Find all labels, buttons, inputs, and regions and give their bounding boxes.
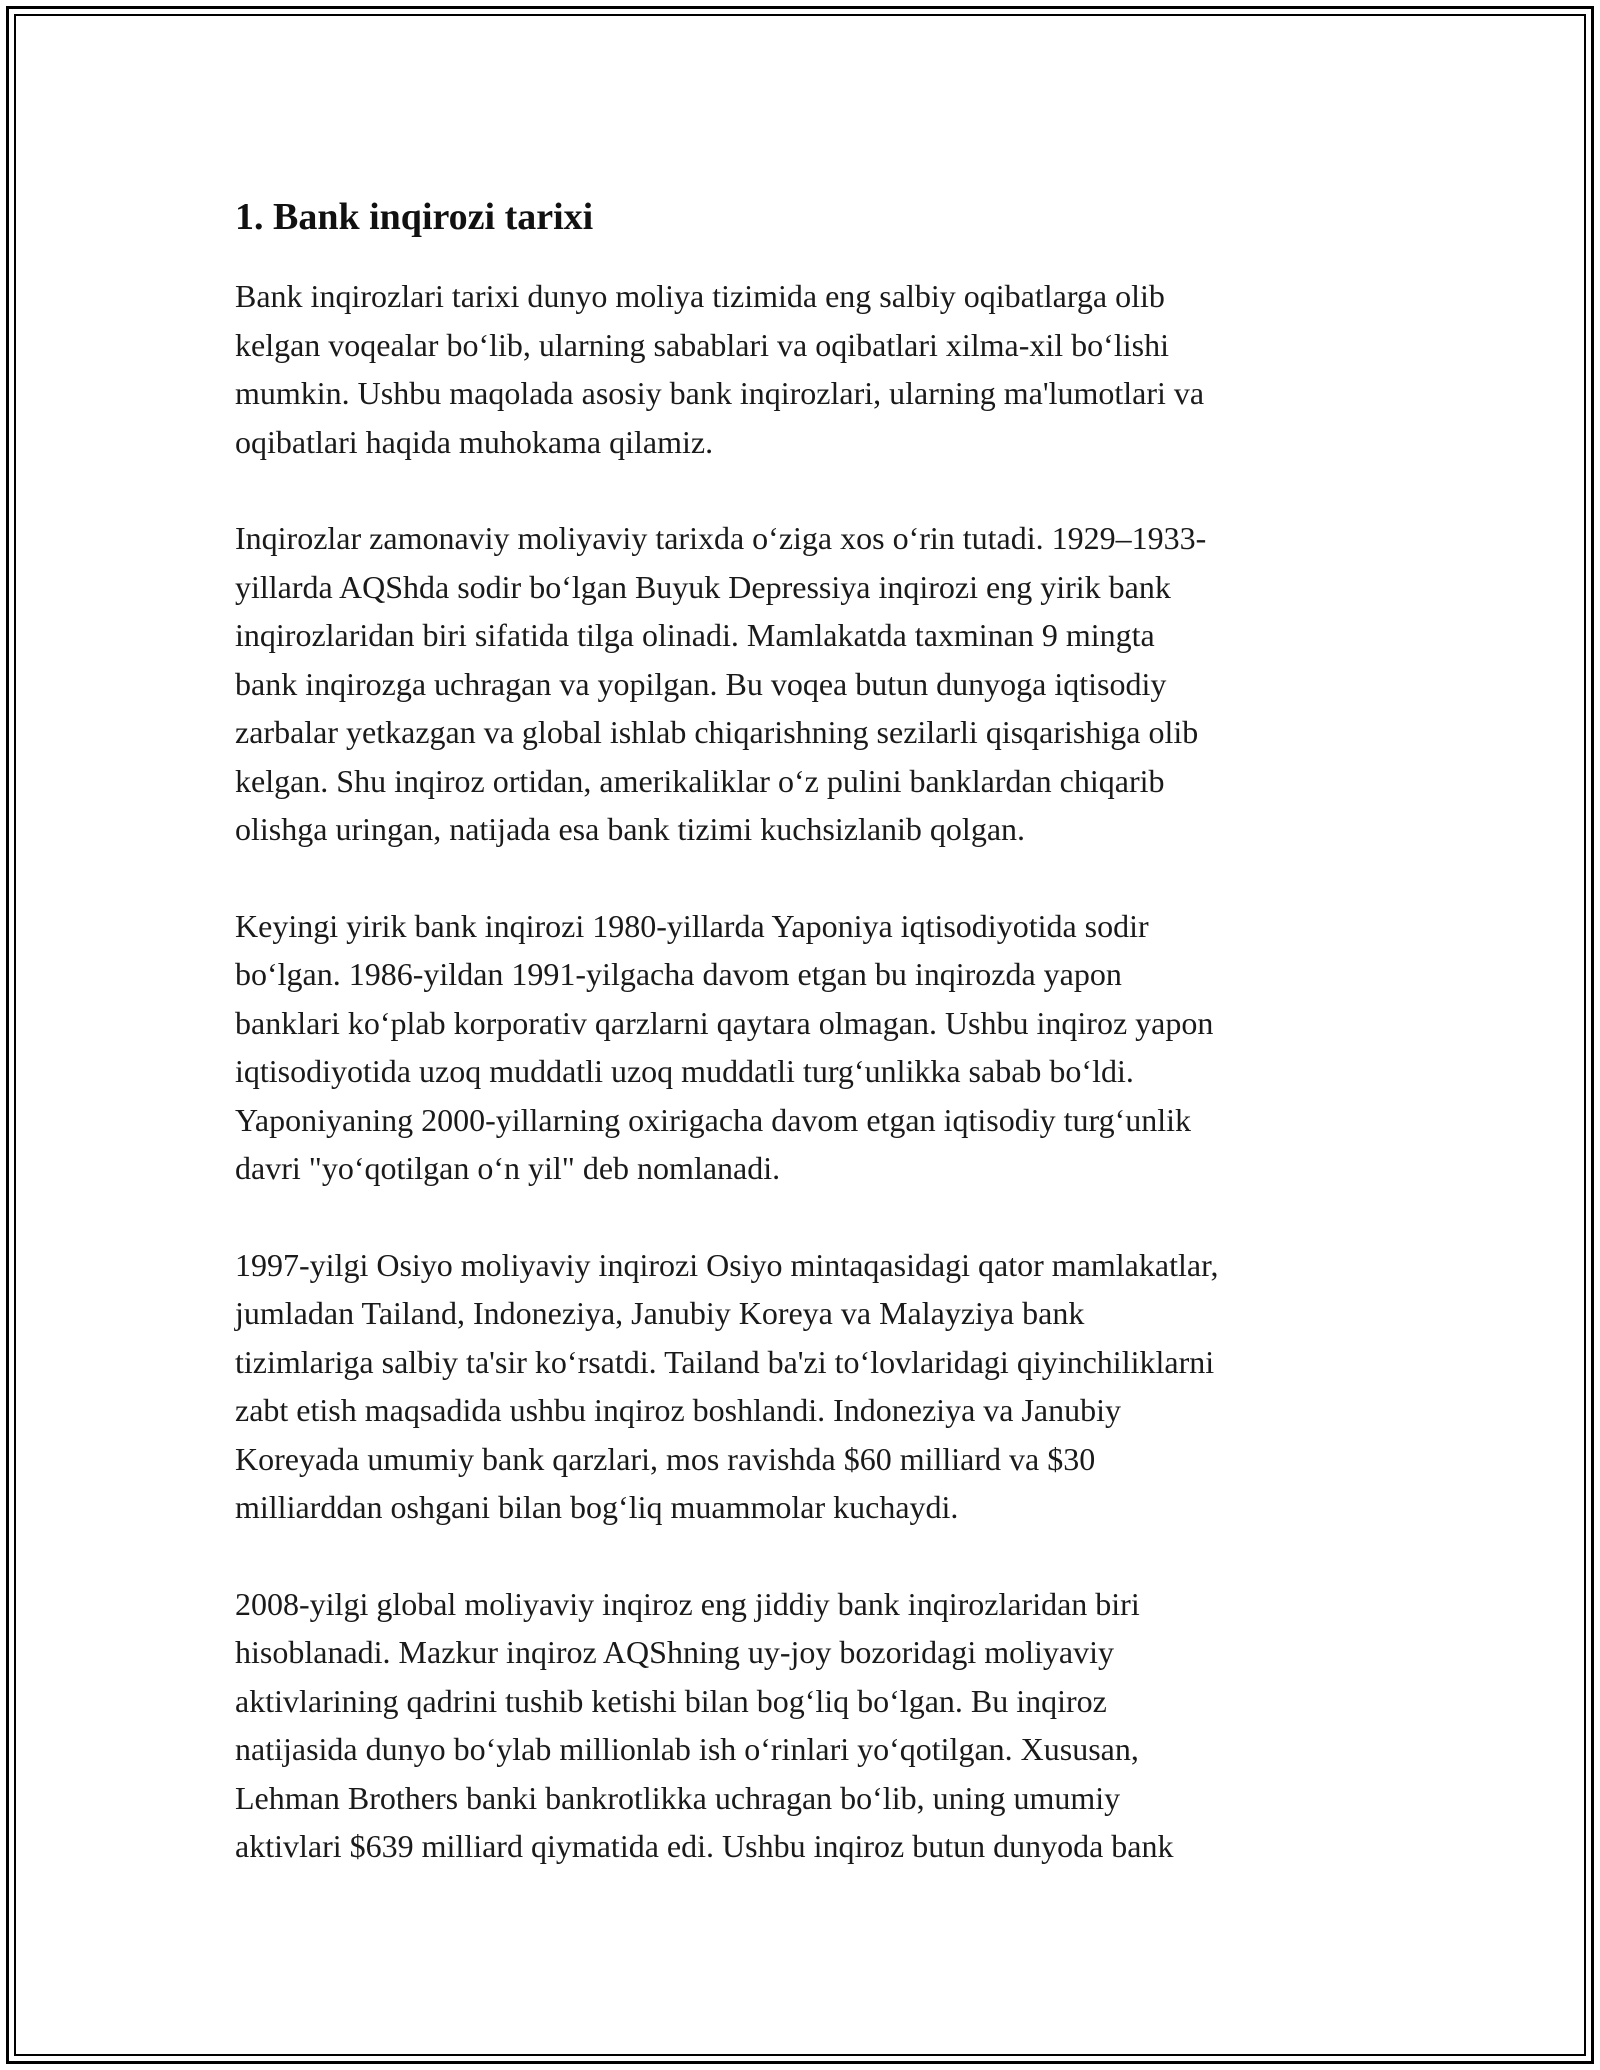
- paragraph-line: davri "yo‘qotilgan o‘n yil" deb nomlanadi.: [235, 1150, 781, 1186]
- paragraph: [235, 1241, 1385, 1532]
- paragraph-line: aktivlarining qadrini tushib ketishi bilan bog‘liq bo‘lgan. Bu inqiroz: [235, 1682, 1107, 1719]
- paragraph-line: inqirozlaridan biri sifatida tilga olinadi. Mamlakatda taxminan 9 mingta: [235, 617, 1155, 653]
- paragraph-line: 2008-yilgi global moliyaviy inqiroz eng jiddiy bank inqirozlaridan biri: [235, 1585, 1140, 1622]
- paragraph-line: 1997-yilgi Osiyo moliyaviy inqirozi Osiyo mintaqasidagi qator mamlakatlar,: [235, 1246, 1219, 1283]
- paragraph-line: Keyingi yirik bank inqirozi 1980-yillarda Yaponiya iqtisodiyotida sodir: [235, 907, 1149, 944]
- paragraph-line: natijasida dunyo bo‘ylab millionlab ish o‘rinlari yo‘qotilgan. Xususan,: [235, 1731, 1139, 1767]
- paragraph-line: olishga uringan, natijada esa bank tizimi kuchsizlanib qolgan.: [235, 811, 1026, 847]
- paragraph-line: milliarddan oshgani bilan bog‘liq muammolar kuchaydi.: [235, 1489, 959, 1525]
- paragraph-line: yillarda AQShda sodir bo‘lgan Buyuk Depressiya inqirozi eng yirik bank: [235, 568, 1171, 605]
- paragraph-line: oqibatlari haqida muhokama qilamiz.: [235, 423, 714, 460]
- paragraph-line: Koreyada umumiy bank qarzlari, mos ravishda $60 milliard va $30: [235, 1440, 1096, 1477]
- paragraph-line: Bank inqirozlari tarixi dunyo moliya tizimida eng salbiy oqibatlarga olib: [235, 278, 1165, 314]
- paragraph: [235, 902, 1385, 1193]
- paragraph-line: bank inqirozga uchragan va yopilgan. Bu voqea butun dunyoga iqtisodiy: [235, 665, 1167, 702]
- paragraph-line: jumladan Tailand, Indoneziya, Janubiy Koreya va Malayziya bank: [235, 1295, 1085, 1331]
- paragraph-line: iqtisodiyotida uzoq muddatli uzoq muddatli turg‘unlikka sabab bo‘ldi.: [235, 1053, 1134, 1089]
- paragraph-line: tizimlariga salbiy ta'sir ko‘rsatdi. Tailand ba'zi to‘lovlaridagi qiyinchiliklarni: [235, 1343, 1215, 1380]
- paragraph-line: hisoblanadi. Mazkur inqiroz AQShning uy-joy bozoridagi moliyaviy: [235, 1634, 1114, 1670]
- paragraph-line: kelgan. Shu inqiroz ortidan, amerikaliklar o‘z pulini banklardan chiqarib: [235, 762, 1165, 799]
- paragraph: [235, 272, 1385, 466]
- paragraph-line: Lehman Brothers banki bankrotlikka uchragan bo‘lib, uning umumiy: [235, 1779, 1121, 1816]
- document-body: [235, 190, 1385, 1919]
- paragraph-line: mumkin. Ushbu maqolada asosiy bank inqirozlari, ularning ma'lumotlari va: [235, 375, 1205, 411]
- paragraph-line: banklari ko‘plab korporativ qarzlarni qaytara olmagan. Ushbu inqiroz yapon: [235, 1004, 1214, 1041]
- paragraph: [235, 1580, 1385, 1871]
- paragraph: [235, 514, 1385, 854]
- paragraph-line: Yaponiyaning 2000-yillarning oxirigacha davom etgan iqtisodiy turg‘unlik: [235, 1101, 1192, 1138]
- paragraph-line: aktivlari $639 milliard qiymatida edi. Ushbu inqiroz butun dunyoda bank: [235, 1828, 1174, 1864]
- paragraph-line: zarbalar yetkazgan va global ishlab chiqarishning sezilarli qisqarishiga olib: [235, 714, 1199, 750]
- section-heading: 1. Bank inqirozi tarixi: [235, 196, 594, 238]
- paragraph-line: zabt etish maqsadida ushbu inqiroz boshlandi. Indoneziya va Janubiy: [235, 1392, 1122, 1428]
- paragraph-line: bo‘lgan. 1986-yildan 1991-yilgacha davom etgan bu inqirozda yapon: [235, 956, 1122, 992]
- paragraph-line: kelgan voqealar bo‘lib, ularning sabablari va oqibatlari xilma-xil bo‘lishi: [235, 326, 1169, 363]
- paragraph-list: [235, 272, 1385, 1871]
- paragraph-line: Inqirozlar zamonaviy moliyaviy tarixda o‘ziga xos o‘rin tutadi. 1929–1933-: [235, 520, 1207, 556]
